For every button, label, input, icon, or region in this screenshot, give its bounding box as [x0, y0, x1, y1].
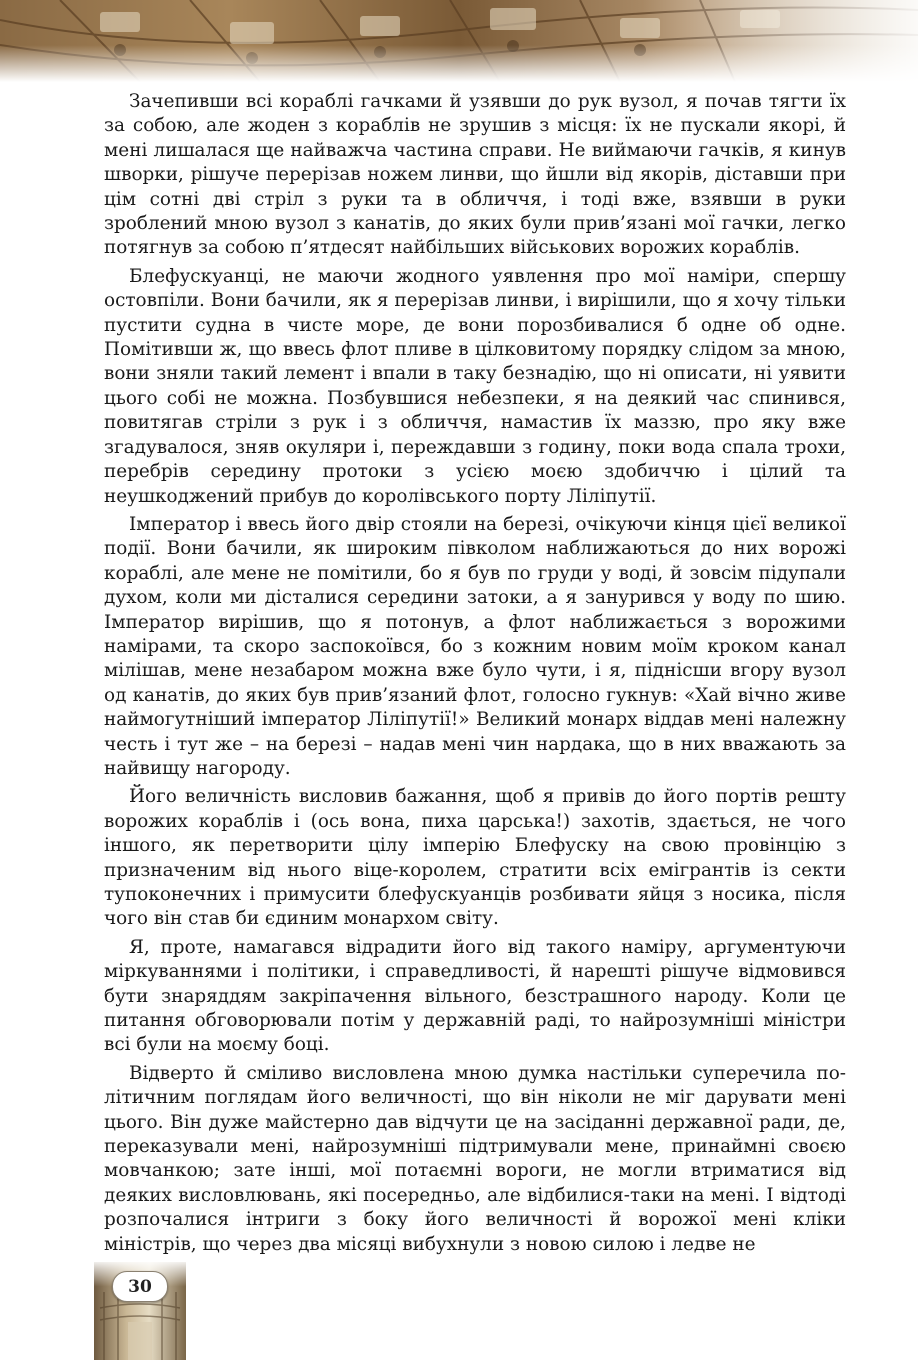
body-text: [104, 90, 846, 1261]
paragraph: Його величність висловив бажання, щоб я привів до його портів решту ворожих кораблів і (ось вона, пиха царська!) захотів, здається, не чого іншого, як перетворити цілу імперію Блефуску на свою провінцію з призначеним від нього віце-королем, стратити всіх емігрантів із секти тупоконечних і примусити блефускуанців розбивати яйця з носика, після чого він став би єдиним монархом світу.: [104, 786, 846, 930]
header-ceiling-image: [0, 0, 918, 82]
paragraph: Блефускуанці, не маючи жодного уявлення про мої наміри, спершу остовпіли. Вони бачили, як я перерізав линви, і вирішили, що я хочу тільки пустити судна в чисте море, де вони порозбивалися б одне об одне. Помітивши ж, що ввесь флот пливе в цілковитому порядку слідом за мною, вони зняли такий лемент і впали в таку безнадію, що ні описати, ні уявити цього собі не можна. Позбувшися небезпеки, я на деякий час спинився, повитягав стріли з рук і з обличчя, намастив їх маззю, про яку вже згадувалося, зняв окуляри і, переждавши з годину, поки вода спала трохи, перебрів середину протоки з усією моєю здобиччю і цілий та неушкоджений прибув до королівського порту Ліліпутії.: [104, 265, 846, 507]
paragraph: Імператор і ввесь його двір стояли на березі, очікуючи кінця цієї великої події. Вони бачили, як широким півколом наближаються до них ворожі кораблі, але мене не помітили, бо я був по груди у воді, й зовсім підупали духом, коли ми дісталися середини затоки, а я занурився у воду по шию. Імператор вирішив, що я потонув, а флот наближається з ворожими намірами, та скоро заспокоївся, бо з кожним новим моїм кроком канал мілішав, мене незабаром можна вже було чути, і я, піднісши вгору вузол од канатів, до яких був прив’язаний флот, голосно гукнув: «Хай вічно живе наймогутніший імператор Ліліпутії!» Великий монарх віддав мені належну честь і тут же – на березі – надав мені чин нардака, що в них вважають за найвищу нагороду.: [104, 513, 846, 779]
paragraph: Я, проте, намагався відрадити його від такого наміру, аргументуючи міркуваннями і політики, і справедливості, й нарешті рішуче відмовився бути знаряддям закріпачення вільного, безстрашного народу. Коли це питання обговорювали потім у державній раді, то найрозумніші міністри всі були на моєму боці.: [104, 936, 846, 1056]
page-number-badge: [112, 1271, 168, 1302]
paragraph: Відверто й сміливо висловлена мною думка настільки суперечила політичним поглядам його величності, що він ніколи не міг дарувати мені цього. Він дуже майстерно дав відчути це на засіданні державної ради, де, переказували мені, найрозумніші підтримували мене, принаймні своєю мовчанкою; зате інші, мої потаємні вороги, не могли втриматися від деяких висловлювань, які посередньо, але відбилися-таки на мені. І відтоді розпочалися інтриги з боку його величності й ворожої мені кліки міністрів, що через два місяці вибухнули з новою силою і ледве не: [104, 1062, 846, 1255]
page-number: 30: [128, 1276, 152, 1297]
ceiling-illustration: [0, 0, 918, 82]
paragraph: Зачепивши всі кораблі гачками й узявши до рук вузол, я почав тягти їх за собою, але жоден з кораблів не зрушив з місця: їх не пускали якорі, й мені лишалася ще найважча частина справи. Не виймаючи гачків, я кинув шворки, рішуче перерізав ножем линви, що йшли від якорів, діставши при цім сотні дві стріл з руки та в обличчя, і тоді вже, взявши в руки зроблений мною вузол з канатів, до яких були прив’язані мої гачки, легко потягнув за собою п’ятдесят найбільших військових ворожих кораблів.: [104, 91, 846, 259]
